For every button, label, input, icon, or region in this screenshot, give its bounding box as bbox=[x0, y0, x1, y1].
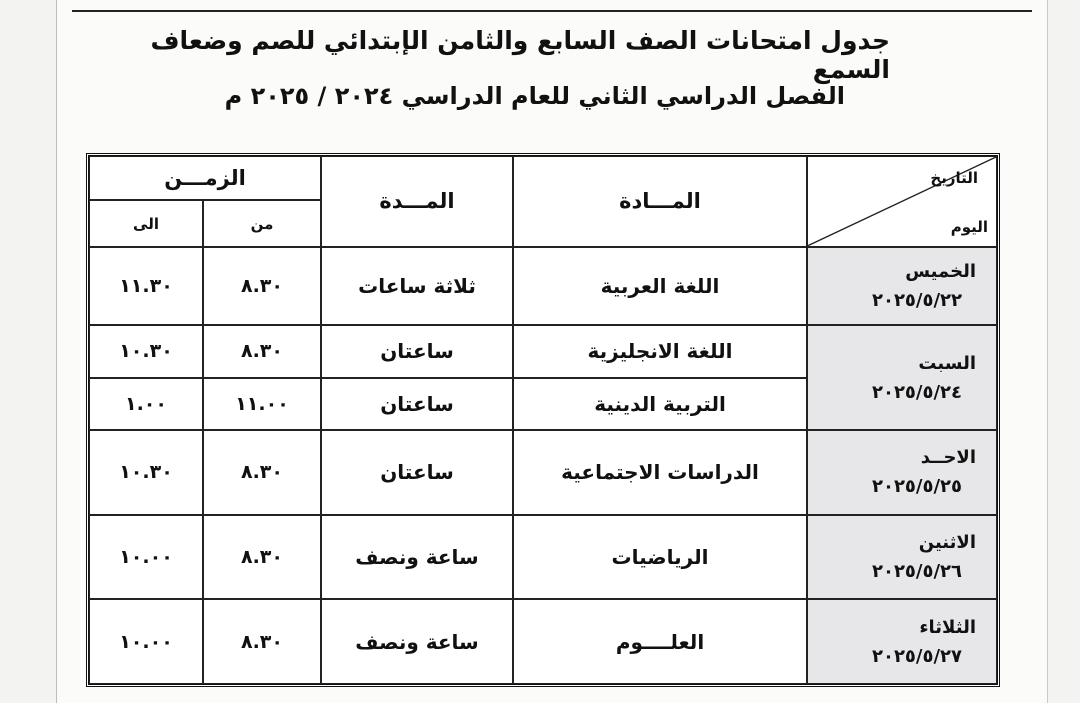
start-time-cell: ٨.٣٠ bbox=[203, 515, 321, 600]
day-cell bbox=[807, 325, 997, 430]
day-cell bbox=[807, 515, 997, 600]
end-time-cell: ١٠.٣٠ bbox=[89, 325, 203, 377]
day-name: السبت bbox=[918, 352, 976, 374]
subject-cell: التربية الدينية bbox=[513, 378, 807, 430]
document-subtitle: الفصل الدراسي الثاني للعام الدراسي ٢٠٢٤ / ٢٠٢٥ م bbox=[224, 82, 845, 110]
duration-cell: ساعة ونصف bbox=[321, 599, 513, 684]
end-time-cell: ١٠.٠٠ bbox=[89, 515, 203, 600]
header-row bbox=[89, 156, 997, 200]
day-name: الثلاثاء bbox=[919, 616, 976, 638]
start-time-cell: ١١.٠٠ bbox=[203, 378, 321, 430]
start-time-cell: ٨.٣٠ bbox=[203, 599, 321, 684]
duration-cell: ساعتان bbox=[321, 430, 513, 515]
table-row bbox=[89, 599, 997, 684]
end-time-cell: ١١.٣٠ bbox=[89, 247, 203, 326]
date-label: التاريخ bbox=[930, 169, 978, 187]
day-name: الاحــد bbox=[920, 447, 976, 469]
subject-cell: اللغة العربية bbox=[513, 247, 807, 326]
day-date: ٢٠٢٥/٥/٢٧ bbox=[871, 645, 963, 667]
subject-header: المـــادة bbox=[513, 156, 807, 247]
day-date: ٢٠٢٥/٥/٢٤ bbox=[871, 381, 963, 403]
table-row bbox=[89, 247, 997, 326]
day-name: الخميس bbox=[905, 260, 976, 282]
day-name: الاثنين bbox=[918, 532, 976, 553]
start-time-cell: ٨.٣٠ bbox=[203, 325, 321, 377]
subject-cell: الرياضيات bbox=[513, 515, 807, 600]
day-cell bbox=[807, 247, 997, 326]
table-row bbox=[89, 515, 997, 600]
table-row bbox=[89, 430, 997, 515]
start-time-cell: ٨.٣٠ bbox=[203, 247, 321, 326]
date-day-header bbox=[807, 156, 997, 247]
top-rule bbox=[72, 0, 1032, 12]
subject-cell: العلــــوم bbox=[513, 599, 807, 684]
end-time-cell: ١٠.٠٠ bbox=[89, 599, 203, 684]
duration-cell: ساعتان bbox=[321, 325, 513, 377]
duration-header: المـــدة bbox=[321, 156, 513, 247]
document-title: جدول امتحانات الصف السابع والثامن الإبتدائي للصم وضعاف السمع bbox=[150, 26, 890, 84]
end-time-cell: ١.٠٠ bbox=[89, 378, 203, 430]
time-header: الزمـــن bbox=[89, 156, 321, 200]
from-header: من bbox=[203, 200, 321, 246]
duration-cell: ثلاثة ساعات bbox=[321, 247, 513, 326]
end-time-cell: ١٠.٣٠ bbox=[89, 430, 203, 515]
exam-schedule-table bbox=[86, 153, 1000, 687]
table-row bbox=[89, 325, 997, 377]
duration-cell: ساعتان bbox=[321, 378, 513, 430]
subject-cell: الدراسات الاجتماعية bbox=[513, 430, 807, 515]
day-date: ٢٠٢٥/٥/٢٢ bbox=[871, 289, 963, 311]
day-cell bbox=[807, 430, 997, 515]
to-header: الى bbox=[89, 200, 203, 246]
day-date: ٢٠٢٥/٥/٢٥ bbox=[871, 476, 963, 498]
day-label: اليوم bbox=[950, 217, 988, 236]
subject-cell: اللغة الانجليزية bbox=[513, 325, 807, 377]
day-cell bbox=[807, 599, 997, 684]
day-date: ٢٠٢٥/٥/٢٦ bbox=[871, 561, 963, 582]
start-time-cell: ٨.٣٠ bbox=[203, 430, 321, 515]
duration-cell: ساعة ونصف bbox=[321, 515, 513, 600]
